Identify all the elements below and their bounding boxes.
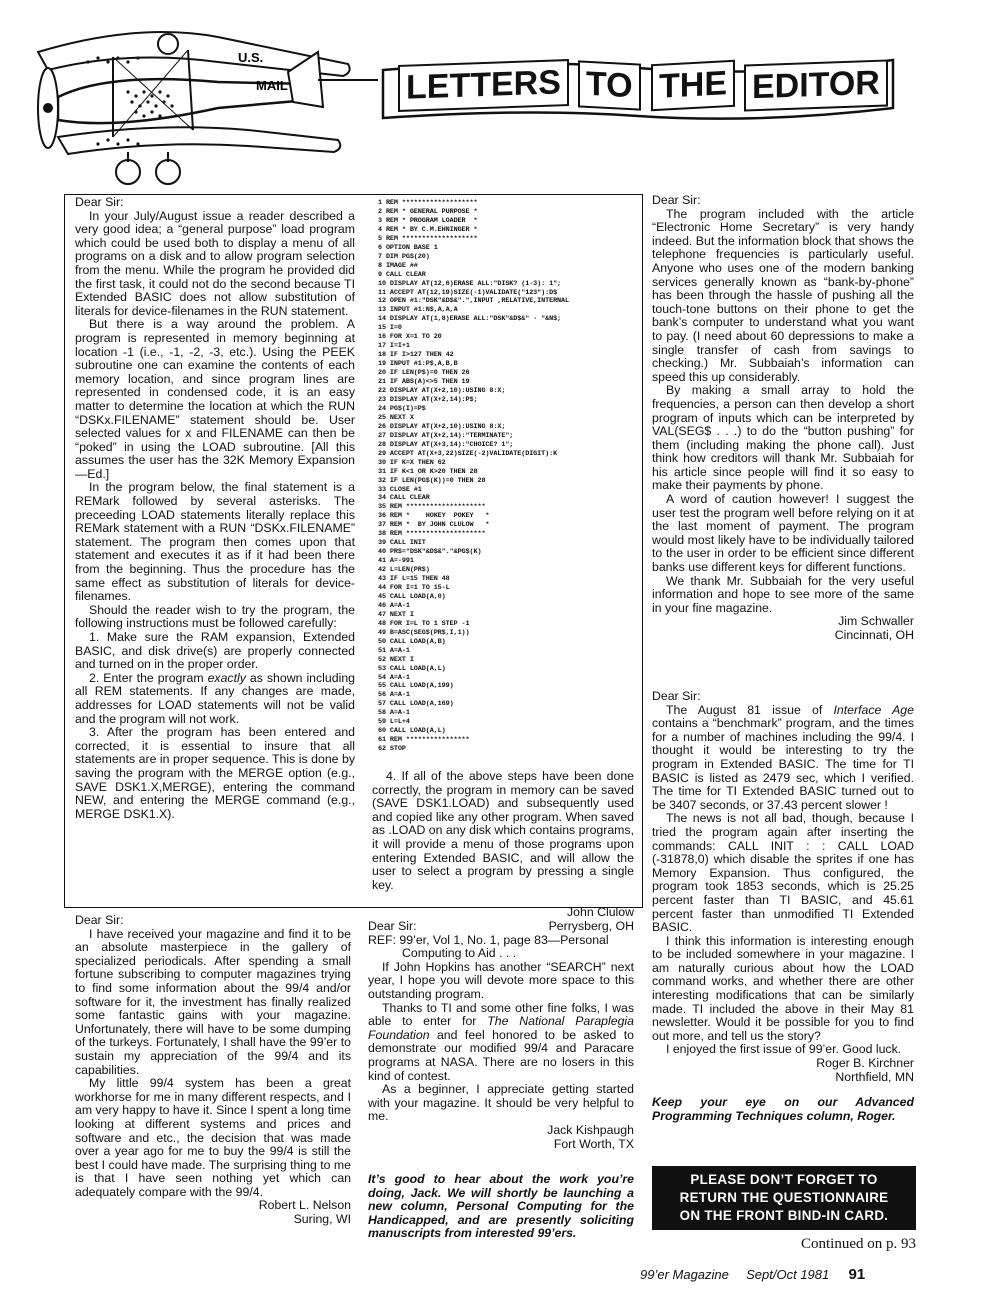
questionnaire-box — [652, 1166, 916, 1230]
program-line: 51 A=A-1 — [378, 646, 410, 655]
program-line: 1 REM ******************* — [378, 199, 478, 207]
program-line: 31 IF K<1 OR K>20 THEN 28 — [378, 467, 478, 476]
program-line: 23 DISPLAY AT(X+2,14):P$; — [378, 395, 478, 404]
letter-3-para-2: The news is not all bad, though, because I tried the program again after inserting the commands: CALL INIT : : CALL LOAD (-31878,0) which disable the sprites if one has Memory Expansion. Thus configured, the program took 1853 seconds, which is 25.25 percent faster than TI BASIC, and 45.61 percent faster than unmodified TI Extended BASIC. — [652, 811, 914, 935]
program-line: 43 IF L=15 THEN 48 — [378, 575, 450, 584]
letter-1-column-left — [75, 196, 355, 821]
program-line: 42 L=LEN(PR$) — [378, 566, 430, 575]
program-line: 8 IMAGE ## — [378, 261, 418, 270]
program-line: 5 REM ******************* — [378, 234, 478, 243]
continued-note: Continued on p. 93 — [801, 1236, 916, 1252]
letter-5-ref-line-1: REF: 99’er, Vol 1, No. 1, page 83—Personal — [368, 932, 609, 947]
header — [0, 0, 1000, 195]
program-line: 26 DISPLAY AT(X+2,10):USING 8:X; — [378, 422, 506, 431]
letter-4-salutation: Dear Sir: — [75, 913, 124, 927]
letter-5 — [368, 920, 634, 1241]
letter-1-step-3: 3. After the program has been entered and corrected, it is essential to insure that all statements are in proper sequence. This is done by saving the program with the MERGE option (e.g., SAVE DSK1.X,MERGE), entering the command NEW, and entering the MERGE command (e.g., MERGE DSK1.X). — [75, 725, 355, 821]
program-line: 60 CALL LOAD(A,L) — [378, 727, 446, 736]
letter-5-ref-line-2: Computing to Aid . . . — [402, 946, 517, 961]
banner-word-to: TO — [578, 60, 641, 110]
program-line: 52 NEXT I — [378, 655, 414, 664]
questionnaire-line-3: ON THE FRONT BIND-IN CARD. — [679, 1208, 889, 1223]
letter-1-salutation: Dear Sir: — [75, 195, 124, 209]
program-line: 19 INPUT #1:P$,A,B,B — [378, 360, 458, 369]
letter-5-editor-reply: It’s good to hear about the work you’re doing, Jack. We will shortly be launching a new column, Personal Computing for the Handicapped, and are presently soliciting manuscripts from interested 99’ers. — [368, 1172, 634, 1241]
program-line: 30 IF K=X THEN 62 — [378, 458, 446, 467]
letter-5-para-2: Thanks to TI and some other fine folks, I was able to enter for The National Paraplegia Foundation and feel honored to be asked to demonstrate our modified 99/4 and Paracare programs at NASA. There are no losers in this kind of contest. — [368, 1000, 634, 1083]
program-listing — [378, 199, 638, 759]
banner-word-letters: LETTERS — [398, 59, 569, 112]
program-line: 20 IF LEN(P$)=0 THEN 26 — [378, 369, 470, 378]
letter-1-para-3: In the program below, the final statement is a REMark followed by several asterisks. The preceeding LOAD statements literally replace this REMark statement with a RUN “DSKx.FILENAME” statement. The program then comes upon that statement and executes it as if it had been there from the beginning. Thus the procedure has the same effect as substitution of literals for device-filenames. — [75, 480, 355, 604]
letter-1-signature-place: Perrysberg, OH — [548, 918, 634, 933]
program-line: 6 OPTION BASE 1 — [378, 243, 438, 252]
program-line: 45 CALL LOAD(A,0) — [378, 592, 446, 601]
program-line: 25 NEXT X — [378, 413, 414, 422]
program-line: 57 CALL LOAD(A,169) — [378, 700, 454, 709]
letter-3-signature-place: Northfield, MN — [835, 1069, 914, 1084]
page-footer — [640, 1266, 940, 1290]
letter-1-para-2: But there is a way around the problem. A program is represented in memory beginning at location -1 (i.e., -1, -2, -3, etc.). Using the PEEK subroutine one can examine the contents of each memory location, and since program lines are represented in condensed code, it is an easy matter to determine the location at which the RUN “DSKx.FILENAME” statement should be. User selected values for x and FILENAME can then be “poked” in using the LOAD subroutine. [All this assumes the user has the 32K Memory Expansion—Ed.] — [75, 317, 355, 481]
program-line: 11 ACCEPT AT(12,19)SIZE(-1)VALIDATE("123"):D$ — [378, 288, 558, 297]
banner-word-editor: EDITOR — [744, 59, 888, 111]
letter-3 — [652, 690, 914, 1123]
letter-5-signature-place: Fort Worth, TX — [553, 1136, 634, 1151]
program-line: 53 CALL LOAD(A,L) — [378, 664, 446, 673]
program-line: 59 L=L+4 — [378, 718, 410, 727]
program-line: 62 STOP — [378, 745, 406, 754]
program-line: 24 PG$(I)=P$ — [378, 404, 426, 413]
program-line: 28 DISPLAY AT(X+3,14):"CHOICE? 1"; — [378, 440, 514, 449]
program-line: 9 CALL CLEAR — [378, 270, 426, 279]
letter-4-para-1: I have received your magazine and find it to be an absolute masterpiece in the gallery of specialized periodicals. After spending a small fortune subscribing to computer magazines trying to find some information about the 99/4 and/or software for it, the investment has finally realized some fantastic gains with your magazine. Unfortunately, there will have to be some dumping of the turkeys. Fortunately, I shall have the 99’er to sustain my appreciation of the 99/4 and its capabilities. — [75, 926, 351, 1077]
program-line: 55 CALL LOAD(A,199) — [378, 682, 454, 691]
program-line: 35 REM ******************** — [378, 503, 486, 512]
program-line: 49 B=ASC(SEG$(PR$,I,1)) — [378, 628, 470, 637]
questionnaire-line-1: PLEASE DON’T FORGET TO — [690, 1172, 878, 1187]
program-line: 4 REM * BY C.M.EHNINGER * — [378, 225, 478, 234]
biplane-illustration — [18, 12, 378, 192]
letter-3-para-4: I enjoyed the first issue of 99’er. Good luck. — [666, 1042, 902, 1057]
program-line: 38 REM ******************** — [378, 530, 486, 539]
letter-1-para-1: In your July/August issue a reader described a very good idea; a “general purpose” load program which could be used both to display a menu of all programs on a disk and to allow program selection from the menu. While the program he provided did the first task, it could not do the second because TI Extended BASIC does not allow substitution of literals for device-filenames in the RUN statement. — [75, 208, 355, 318]
program-line: 50 CALL LOAD(A,B) — [378, 637, 446, 646]
program-line: 39 CALL INIT — [378, 539, 426, 548]
program-line: 16 FOR X=1 TO 20 — [378, 333, 442, 342]
program-line: 32 IF LEN(PG$(K))=0 THEN 28 — [378, 476, 486, 485]
program-line: 33 CLOSE #1 — [378, 485, 422, 494]
footer-page-number: 91 — [848, 1266, 866, 1283]
letter-1-signature-name: John Clulow — [567, 905, 634, 920]
program-line: 7 DIM PG$(20) — [378, 252, 430, 261]
program-line: 17 I=I+1 — [378, 342, 410, 351]
program-line: 61 REM **************** — [378, 736, 470, 745]
program-line: 13 INPUT #1:N$,A,A,A — [378, 306, 458, 315]
program-line: 12 OPEN #1:"DSK"&D$&".",INPUT ,RELATIVE,INTERNAL — [378, 297, 569, 306]
program-line: 21 IF ABS(A)<>5 THEN 19 — [378, 378, 470, 387]
letter-2 — [652, 194, 914, 643]
program-line: 2 REM * GENERAL PURPOSE * — [378, 207, 478, 216]
banner-ribbon — [378, 50, 898, 120]
program-line: 22 DISPLAY AT(X+2,10):USING 8:X; — [378, 387, 506, 396]
program-line: 15 I=0 — [378, 324, 402, 333]
letter-3-salutation: Dear Sir: — [652, 689, 701, 703]
letter-2-signature-name: Jim Schwaller — [838, 614, 914, 629]
letter-2-para-4: We thank Mr. Subbaiah for the very useful information and hope to see more of the same in your fine magazine. — [652, 573, 914, 615]
letter-3-editor-reply: Keep your eye on our Advanced Programming Techniques column, Roger. — [652, 1095, 914, 1123]
program-line: 14 DISPLAY AT(1,8)ERASE ALL:"DSK"&D$&" - "&N$; — [378, 315, 562, 324]
program-line: 54 A=A-1 — [378, 673, 410, 682]
plane-text-1: U.S. — [238, 50, 264, 65]
footer-issue: Sept/Oct 1981 — [746, 1267, 830, 1282]
letter-5-signature-name: Jack Kishpaugh — [547, 1122, 634, 1137]
letter-4-signature-place: Suring, WI — [293, 1212, 351, 1227]
program-line: 34 CALL CLEAR — [378, 494, 430, 503]
letter-5-para-1: If John Hopkins has another “SEARCH” next year, I hope you will devote more space to this outstanding program. — [368, 959, 634, 1001]
program-line: 3 REM * PROGRAM LOADER * — [378, 216, 478, 225]
footer-magazine: 99’er Magazine — [640, 1267, 729, 1282]
program-line: 37 REM * BY JOHN CLULOW * — [378, 521, 490, 530]
program-line: 10 DISPLAY AT(12,6)ERASE ALL:"DISK? (1-3): 1"; — [378, 279, 562, 288]
letter-5-para-3: As a beginner, I appreciate getting started with your magazine. It should be very helpful to me. — [368, 1082, 634, 1124]
letter-2-signature-place: Cincinnati, OH — [834, 628, 914, 642]
program-line: 40 PR$="DSK"&D$&"."&PG$(K) — [378, 548, 482, 557]
program-line: 58 A=A-1 — [378, 709, 410, 718]
letter-2-para-3: A word of caution however! I suggest the user test the program well before relying on it at the last moment of payment. The program would most likely have to be individually tailored to the user in order to be efficient since different banks use different keys for different functions. — [652, 492, 914, 575]
program-line: 47 NEXT I — [378, 610, 414, 619]
program-line: 48 FOR I=L TO 1 STEP -1 — [378, 619, 470, 628]
banner-word-the: THE — [651, 60, 735, 111]
letter-2-salutation: Dear Sir: — [652, 193, 701, 207]
program-line: 18 IF I>127 THEN 42 — [378, 351, 454, 360]
program-line: 44 FOR I=1 TO 15-L — [378, 583, 450, 592]
program-line: 41 A=-991 — [378, 557, 414, 566]
program-line: 27 DISPLAY AT(X+2,14):"TERMINATE"; — [378, 431, 514, 440]
program-line: 29 ACCEPT AT(X+3,22)SIZE(-2)VALIDATE(DIGIT):K — [378, 449, 558, 458]
questionnaire-line-2: RETURN THE QUESTIONNAIRE — [679, 1190, 889, 1205]
letter-1-step-4: 4. If all of the above steps have been done correctly, the program in memory can be saved (SAVE DSK1.LOAD) and subsequently used and copied like any other program. When saved as .LOAD on any disk which contains programs, it will provide a menu of those programs upon entering Extended BASIC, and will allow the user to select a program by pressing a single key. — [372, 769, 634, 892]
letter-1-column-right — [372, 770, 634, 934]
letter-3-para-1: The August 81 issue of Interface Age contains a “benchmark” program, and the times for a number of machines including the 99/4. I thought it would be interesting to try the program in Extended BASIC. The time for TI BASIC is listed as 2479 sec, which I verified. The time for TI Extended BASIC turned out to be 3407 seconds, or 37.43 percent slower ! — [652, 702, 914, 812]
letter-4 — [75, 914, 351, 1227]
letter-1-step-2: 2. Enter the program exactly as shown including all REM statements. If any changes are made, addresses for LOAD statements will not be valid and the program will not work. — [75, 670, 355, 726]
program-line: 36 REM * HOKEY POKEY * — [378, 512, 490, 521]
letter-2-para-1: The program included with the article “Electronic Home Secretary” is very handy indeed. But the information block that shows the telephone frequencies is particularly useful. Anyone who uses one of the modern banking services generally known as “bank-by-phone” has been through the hassle of pushing all the touch-tone buttons on their phone to get the bank’s computer to understand what you want to pay. (I need about 60 depressions to make a single transfer of cash from savings to checking.) Mr. Subbaiah’s information can speed this up considerably. — [652, 206, 914, 384]
letter-1-para-4: Should the reader wish to try the program, the following instructions must be followed carefully: — [75, 602, 355, 631]
letter-3-para-3: I think this information is interesting enough to be included somewhere in your magazine. I am naturally curious about how the LOAD command works, and whether there are other interesting modifications that can be similarly made. TI included the above in their May 81 newsletter. Would it be possible for you to find out more, and tell us the story? — [652, 933, 914, 1043]
program-line: 56 A=A-1 — [378, 691, 410, 700]
letter-4-para-2: My little 99/4 system has been a great workhorse for me in many different respects, and I am very happy to have it. Since I spent a long time looking at different systems and prices and software and etc., the decision that was made over a year ago for me to buy the 99/4 is still the best I could have made. The surprising thing to me is that I have seen nothing yet which can adequately compare with the 99/4. — [75, 1076, 351, 1199]
program-line: 46 A=A-1 — [378, 601, 410, 610]
letter-5-salutation: Dear Sir: — [368, 919, 417, 933]
letter-3-signature-name: Roger B. Kirchner — [816, 1056, 914, 1071]
letter-1-step-1: 1. Make sure the RAM expansion, Extended BASIC, and disk drive(s) are properly connected and turned on in the proper order. — [75, 630, 355, 672]
plane-text-2: MAIL — [256, 78, 288, 93]
letter-4-signature-name: Robert L. Nelson — [258, 1198, 351, 1213]
letter-2-para-2: By making a small array to hold the frequencies, a person can then develop a short program of inputs which can be interpreted by VAL(SEG$ . . .) to do the “button pushing” for them (including making the phone call). Just think how creditors will thank Mr. Subbaiah for his article since people will find it so easy to make their payments by phone. — [652, 383, 914, 493]
